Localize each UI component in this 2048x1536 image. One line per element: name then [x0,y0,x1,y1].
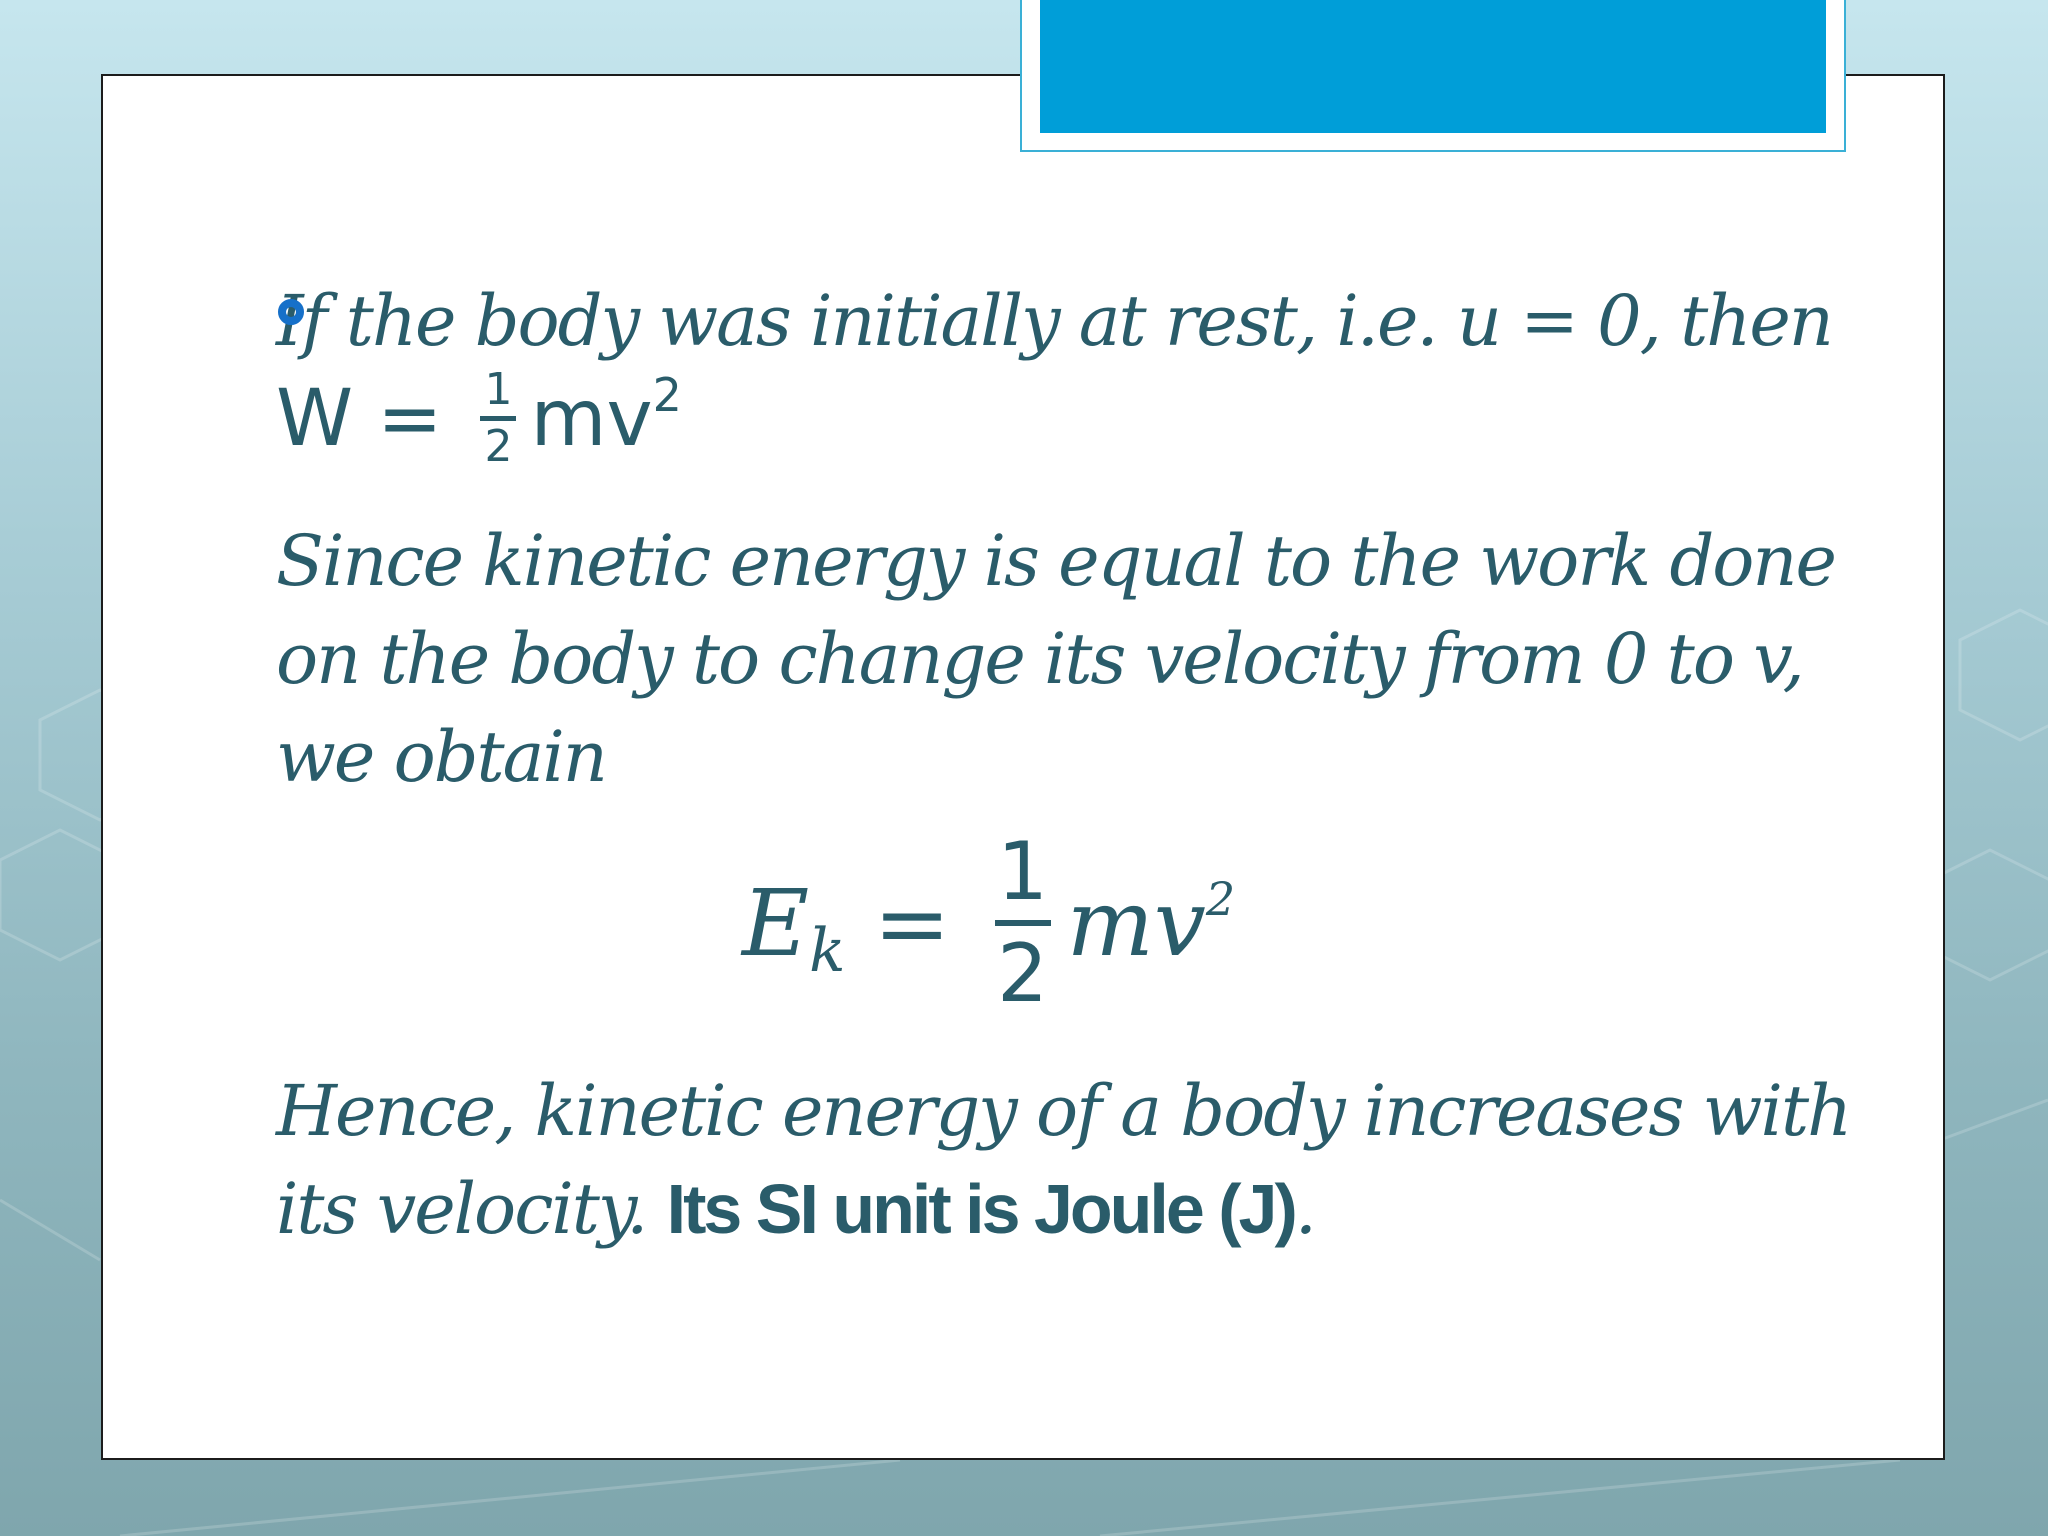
explanation-line-3: we obtain [276,716,606,798]
work-symbol: W [276,373,354,464]
work-formula [276,364,682,473]
energy-denominator: 2 [997,927,1049,1020]
conclusion-line-1: Hence, kinetic energy of a body increases with [276,1070,1851,1152]
explanation-paragraph [276,512,1835,806]
explanation-line-1: Since kinetic energy is equal to the work done [276,520,1835,602]
energy-exponent: 2 [1205,872,1236,926]
energy-body: mv [1066,869,1206,977]
bullet-marker-icon [278,299,304,325]
conclusion-period: . [1294,1168,1316,1250]
work-fraction [480,364,516,473]
si-unit-statement: Its SI unit is Joule (J) [666,1170,1295,1248]
slide-body [276,272,1851,1250]
conclusion-paragraph [276,1062,1850,1258]
conclusion-line-2 [276,1160,1850,1258]
explanation-line-2: on the body to change its velocity from 0 to v, [276,618,1803,700]
energy-fraction [995,824,1051,1022]
work-denominator: 2 [484,421,513,472]
energy-subscript: k [809,916,846,986]
conclusion-plain-text: its velocity. [276,1168,667,1250]
energy-equals: = [873,869,951,977]
energy-numerator: 1 [997,825,1049,918]
work-body: mv [530,373,653,464]
kinetic-energy-formula [742,824,1235,1022]
intro-line: If the body was initially at rest, i.e. u = 0, then [276,280,1832,362]
title-bar [1040,0,1826,133]
work-equals: = [377,373,443,464]
work-numerator: 1 [484,364,513,415]
work-exponent: 2 [652,367,682,422]
energy-symbol: E [742,869,810,977]
